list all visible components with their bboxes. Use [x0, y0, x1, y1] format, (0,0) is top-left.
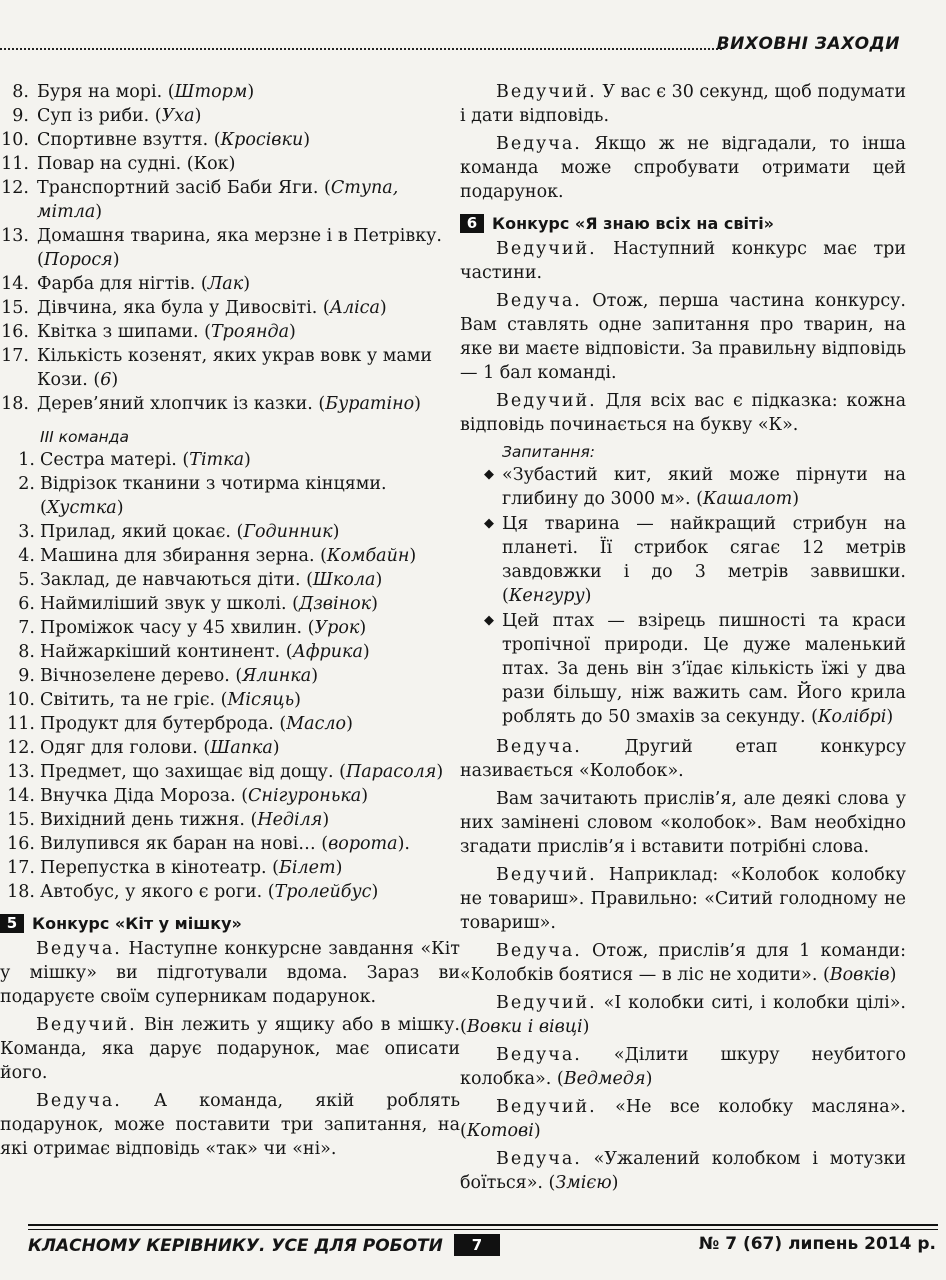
paragraph-end: )	[645, 1069, 653, 1089]
item-answer: Парасоля	[345, 762, 437, 782]
item-text: Внучка Діда Мороза. (	[40, 786, 249, 806]
item-number: 13.	[7, 762, 35, 782]
team3-label: ІІІ команда	[40, 428, 130, 446]
item-end: )	[371, 594, 378, 614]
paragraph-end: )	[533, 1121, 541, 1141]
section-title: ВИХОВНІ ЗАХОДИ	[716, 34, 900, 54]
item-answer: Буратіно	[325, 394, 415, 414]
issue-info: № 7 (67) липень 2014 р.	[698, 1234, 936, 1254]
item-end: )	[322, 810, 330, 830]
item-answer: Місяць	[227, 690, 295, 710]
bullet-icon: ◆	[484, 467, 494, 482]
team2-answer-list	[0, 80, 460, 416]
list-item	[0, 520, 460, 544]
item-answer: Шапка	[210, 738, 273, 758]
dialogue-paragraph	[460, 1147, 906, 1195]
item-text: Автобус, у якого є роги. (	[40, 882, 275, 902]
section6-heading	[460, 214, 906, 233]
item-text: Вихідний день тижня. (	[40, 810, 258, 830]
item-text: Дерев’яний хлопчик із казки. (	[37, 394, 326, 414]
paragraph-text: Він лежить у ящику або в мішку. Команда, яка дарує подарунок, має описати його.	[0, 1015, 460, 1083]
list-item	[0, 472, 460, 520]
item-number: 8.	[18, 642, 35, 662]
speaker-name: Ведуча.	[496, 134, 582, 154]
questions-label: Запитання:	[502, 443, 595, 461]
paragraph-text: «І колобки ситі, і колобки цілі». (	[460, 993, 906, 1037]
item-number: 18.	[1, 394, 29, 414]
item-end: )	[294, 690, 301, 710]
item-answer: Годинник	[243, 522, 333, 542]
item-number: 9.	[18, 666, 35, 686]
bullet-icon: ◆	[484, 613, 494, 628]
item-number: 17.	[7, 858, 35, 878]
list-item	[0, 880, 460, 904]
item-end: )	[111, 370, 119, 390]
speaker-name: Ведуча.	[496, 1045, 582, 1065]
item-answer: Неділя	[257, 810, 323, 830]
paragraph-text: У вас є 30 секунд, щоб подумати і дати відповідь.	[460, 82, 906, 126]
footer-magazine-title: КЛАСНОМУ КЕРІВНИКУ. УСЕ ДЛЯ РОБОТИ	[28, 1236, 443, 1256]
item-text: Квітка з шипами. (	[37, 322, 211, 342]
section5-title: Конкурс «Кіт у мішку»	[32, 914, 242, 933]
paragraph-text: Наприклад: «Колобок колобку не товариш». Правильно: «Ситий голодному не товариш».	[460, 865, 906, 933]
item-end: )	[379, 298, 387, 318]
question-end: )	[584, 586, 592, 606]
item-end: )	[289, 322, 296, 342]
item-text: Транспортний засіб Баби Яги. (	[37, 178, 331, 198]
item-end: )	[303, 130, 311, 150]
speaker-name: Ведучий.	[496, 993, 597, 1013]
item-text: Одяг для голови. (	[40, 738, 211, 758]
item-answer: Урок	[314, 618, 360, 638]
item-text: Вічнозелене дерево. (	[40, 666, 243, 686]
dialogue-paragraph	[460, 289, 906, 385]
item-end: )	[243, 274, 251, 294]
right-column	[460, 80, 906, 1199]
dialogue-paragraph	[460, 787, 906, 859]
item-end: )	[112, 250, 120, 270]
list-item	[0, 152, 460, 176]
item-answer: Тітка	[189, 450, 245, 470]
question-end: )	[886, 707, 894, 727]
page-number: 7	[454, 1234, 500, 1256]
question-end: )	[792, 489, 800, 509]
footer-rule	[28, 1224, 938, 1226]
dialogue-paragraph	[460, 1095, 906, 1143]
answer-text: Ведмедя	[563, 1069, 646, 1089]
item-number: 16.	[1, 322, 29, 342]
team3-answer-list	[0, 448, 460, 904]
question-answer: Кенгуру	[508, 586, 585, 606]
item-number: 14.	[7, 786, 35, 806]
list-item	[0, 832, 460, 856]
item-number: 4.	[18, 546, 35, 566]
list-item	[0, 760, 460, 784]
item-answer: Школа	[312, 570, 376, 590]
paragraph-text: Отож, перша частина конкурсу. Вам ставлять одне запитання про тварин, на яке ви маєте відповісти. За правильну відповідь — 1 бал команді.	[460, 291, 906, 383]
section6-body-a	[460, 237, 906, 437]
paragraph-text: Отож, прислів’я для 1 команди: «Колобків боятися — в ліс не ходити». (	[460, 941, 906, 985]
item-number: 2.	[18, 474, 35, 494]
item-end: )	[95, 202, 103, 222]
item-text: Предмет, що захищає від дощу. (	[40, 762, 346, 782]
item-answer: Тролейбус	[274, 882, 372, 902]
speaker-name: Ведучий.	[496, 239, 597, 259]
item-text: Буря на морі. (	[37, 82, 175, 102]
item-text: Спортивне взуття. (	[37, 130, 221, 150]
item-end: )	[346, 714, 353, 734]
item-end: )	[244, 450, 251, 470]
item-number: 10.	[1, 130, 29, 150]
item-number: 6.	[18, 594, 35, 614]
section6-number: 6	[460, 214, 484, 233]
speaker-name: Ведучий.	[36, 1015, 137, 1035]
list-item	[0, 664, 460, 688]
paragraph-text: «Не все колобку масляна». (	[460, 1097, 906, 1141]
item-end: )	[414, 394, 421, 414]
list-item	[0, 688, 460, 712]
item-end: )	[311, 666, 319, 686]
item-number: 12.	[1, 178, 29, 198]
item-end: )	[375, 570, 383, 590]
item-number: 11.	[7, 714, 35, 734]
list-item	[0, 592, 460, 616]
list-item	[0, 128, 460, 152]
speaker-name: Ведуча.	[36, 1091, 122, 1111]
dialogue-paragraph	[460, 237, 906, 285]
paragraph-text: Вам зачитають прислів’я, але деякі слова у них замінені словом «колобок». Вам необхідно згадати прислів’я і вставити потрібні слова.	[460, 789, 906, 857]
list-item	[0, 392, 460, 416]
answer-text: Вовків	[829, 965, 890, 985]
dialogue-paragraph	[460, 1043, 906, 1091]
item-answer: ворота	[328, 834, 398, 854]
item-answer: Ялинка	[242, 666, 312, 686]
question-item	[460, 609, 906, 729]
item-number: 13.	[1, 226, 29, 246]
dialogue-paragraph	[460, 80, 906, 128]
paragraph-end: )	[582, 1017, 590, 1037]
item-answer: Комбайн	[326, 546, 410, 566]
item-text: Вилупився як баран на нові… (	[40, 834, 329, 854]
list-item	[0, 176, 460, 224]
paragraph-text: Наступне конкурсне завдання «Кіт у мішку» ви підготували вдома. Зараз ви подаруєте своїм суперникам подарунок.	[0, 939, 460, 1007]
list-item	[0, 272, 460, 296]
item-text: Продукт для бутерброда. (	[40, 714, 287, 734]
item-text: Повар на судні. (Кок)	[37, 154, 236, 174]
list-item	[0, 808, 460, 832]
list-item	[0, 448, 460, 472]
item-answer: Лак	[207, 274, 244, 294]
item-answer: Уха	[161, 106, 195, 126]
dialogue-paragraph	[0, 937, 460, 1009]
questions-list	[460, 463, 906, 729]
item-text: Кількість козенят, яких украв вовк у мами Кози. (	[37, 346, 433, 390]
question-answer: Кашалот	[702, 489, 793, 509]
header-dotted-rule	[0, 48, 722, 50]
item-answer: Дзвінок	[298, 594, 372, 614]
item-number: 5.	[18, 570, 35, 590]
question-text: Ця тварина — найкращий стрибун на планеті. Її стрибок сягає 12 метрів завдовжки і до 3 метрів заввишки. (	[502, 514, 906, 606]
section6-body-b	[460, 735, 906, 1195]
question-item	[460, 512, 906, 608]
intro-body	[460, 80, 906, 204]
item-text: Наймиліший звук у школі. (	[40, 594, 299, 614]
item-end: )	[361, 786, 369, 806]
speaker-name: Ведучий.	[496, 865, 597, 885]
item-answer: Троянда	[210, 322, 290, 342]
question-text: «Зубастий кит, який може пірнути на глибину до 3000 м». (	[502, 465, 906, 509]
dialogue-paragraph	[460, 991, 906, 1039]
answer-text: Змією	[555, 1173, 612, 1193]
question-text: Цей птах — взірець пишності та краси тропічної природи. Це дуже маленький птах. За день він з’їдає кількість їжі у два рази більшу, ніж важить сам. Його крила роблять до 50 змахів за секунду. (	[502, 611, 906, 727]
paragraph-text: Для всіх вас є підказка: кожна відповідь починається на букву «К».	[460, 391, 906, 435]
section6-title: Конкурс «Я знаю всіх на світі»	[492, 214, 775, 233]
list-item	[0, 344, 460, 392]
list-item	[0, 568, 460, 592]
dialogue-paragraph	[0, 1013, 460, 1085]
section5-heading	[0, 914, 460, 933]
item-text: Суп із риби. (	[37, 106, 162, 126]
item-number: 17.	[1, 346, 29, 366]
paragraph-end: )	[611, 1173, 619, 1193]
item-text: Дівчина, яка була у Дивосвіті. (	[37, 298, 330, 318]
item-answer: Аліса	[329, 298, 380, 318]
dialogue-paragraph	[0, 1089, 460, 1161]
item-text: Відрізок тканини з чотирма кінцями. (	[40, 474, 387, 518]
speaker-name: Ведучий.	[496, 391, 597, 411]
list-item	[0, 104, 460, 128]
dialogue-paragraph	[460, 863, 906, 935]
item-end: )	[362, 642, 370, 662]
speaker-name: Ведуча.	[36, 939, 122, 959]
item-answer: Білет	[279, 858, 336, 878]
list-item	[0, 224, 460, 272]
speaker-name: Ведучий.	[496, 82, 597, 102]
item-end: )	[332, 522, 340, 542]
list-item	[0, 712, 460, 736]
item-end: )	[272, 738, 280, 758]
item-end: )	[247, 82, 255, 102]
item-text: Найжаркіший континент. (	[40, 642, 293, 662]
item-text: Світить, та не гріє. (	[40, 690, 228, 710]
item-end: )	[116, 498, 124, 518]
item-text: Прилад, який цокає. (	[40, 522, 244, 542]
item-end: )	[436, 762, 444, 782]
item-answer: Хустка	[46, 498, 117, 518]
item-end: )	[335, 858, 343, 878]
section5-number: 5	[0, 914, 24, 933]
paragraph-text: Наступний конкурс має три частини.	[460, 239, 906, 283]
dialogue-paragraph	[460, 939, 906, 987]
list-item	[0, 736, 460, 760]
item-answer: Порося	[43, 250, 113, 270]
item-answer: Кросівки	[220, 130, 304, 150]
item-text: Проміжок часу у 45 хвилин. (	[40, 618, 315, 638]
item-number: 15.	[7, 810, 35, 830]
list-item	[0, 320, 460, 344]
paragraph-text: Якщо ж не відгадали, то інша команда може спробувати отримати цей подарунок.	[460, 134, 906, 202]
section5-body	[0, 937, 460, 1161]
item-number: 8.	[12, 82, 29, 102]
speaker-name: Ведуча.	[496, 291, 582, 311]
speaker-name: Ведуча.	[496, 941, 582, 961]
speaker-name: Ведуча.	[496, 737, 582, 757]
item-text: Заклад, де навчаються діти. (	[40, 570, 313, 590]
item-answer: Масло	[286, 714, 347, 734]
item-number: 18.	[7, 882, 35, 902]
item-number: 3.	[18, 522, 35, 542]
list-item	[0, 80, 460, 104]
list-item	[0, 784, 460, 808]
question-answer: Колібрі	[818, 707, 887, 727]
item-end: ).	[397, 834, 410, 854]
list-item	[0, 616, 460, 640]
item-answer: 6	[100, 370, 112, 390]
paragraph-text: «Ділити шкуру неубитого колобка». (	[460, 1045, 906, 1089]
list-item	[0, 544, 460, 568]
list-item	[0, 296, 460, 320]
item-number: 15.	[1, 298, 29, 318]
speaker-name: Ведуча.	[496, 1149, 582, 1169]
answer-text: Котові	[466, 1121, 534, 1141]
item-number: 10.	[7, 690, 35, 710]
item-answer: Снігуронька	[248, 786, 362, 806]
footer-rule-thin	[28, 1229, 938, 1230]
question-item	[460, 463, 906, 511]
dialogue-paragraph	[460, 132, 906, 204]
item-answer: Ступа, мітла	[37, 178, 399, 222]
list-item	[0, 640, 460, 664]
item-number: 9.	[12, 106, 29, 126]
item-text: Сестра матері. (	[40, 450, 190, 470]
item-text: Домашня тварина, яка мерзне і в Петрівку. (	[37, 226, 442, 270]
item-end: )	[359, 618, 367, 638]
paragraph-end: )	[889, 965, 897, 985]
item-end: )	[409, 546, 417, 566]
left-column	[0, 80, 460, 1165]
answer-text: Вовки і вівці	[466, 1017, 583, 1037]
list-item	[0, 856, 460, 880]
item-answer: Африка	[292, 642, 363, 662]
item-number: 12.	[7, 738, 35, 758]
bullet-icon: ◆	[484, 516, 494, 531]
speaker-name: Ведучий.	[496, 1097, 597, 1117]
dialogue-paragraph	[460, 389, 906, 437]
paragraph-text: А команда, якій роблять подарунок, може поставити три запитання, на які отримає відповідь «так» чи «ні».	[0, 1091, 460, 1159]
item-text: Фарба для нігтів. (	[37, 274, 208, 294]
item-text: Перепустка в кінотеатр. (	[40, 858, 280, 878]
dialogue-paragraph	[460, 735, 906, 783]
item-number: 1.	[18, 450, 35, 470]
item-number: 16.	[7, 834, 35, 854]
paragraph-text: «Ужалений колобком і мотузки боїться». (	[460, 1149, 906, 1193]
item-number: 7.	[18, 618, 35, 638]
item-end: )	[194, 106, 202, 126]
item-number: 11.	[1, 154, 29, 174]
item-answer: Шторм	[174, 82, 248, 102]
paragraph-text: Другий етап конкурсу називається «Колобок».	[460, 737, 906, 781]
item-number: 14.	[1, 274, 29, 294]
item-end: )	[371, 882, 379, 902]
item-text: Машина для збирання зерна. (	[40, 546, 327, 566]
